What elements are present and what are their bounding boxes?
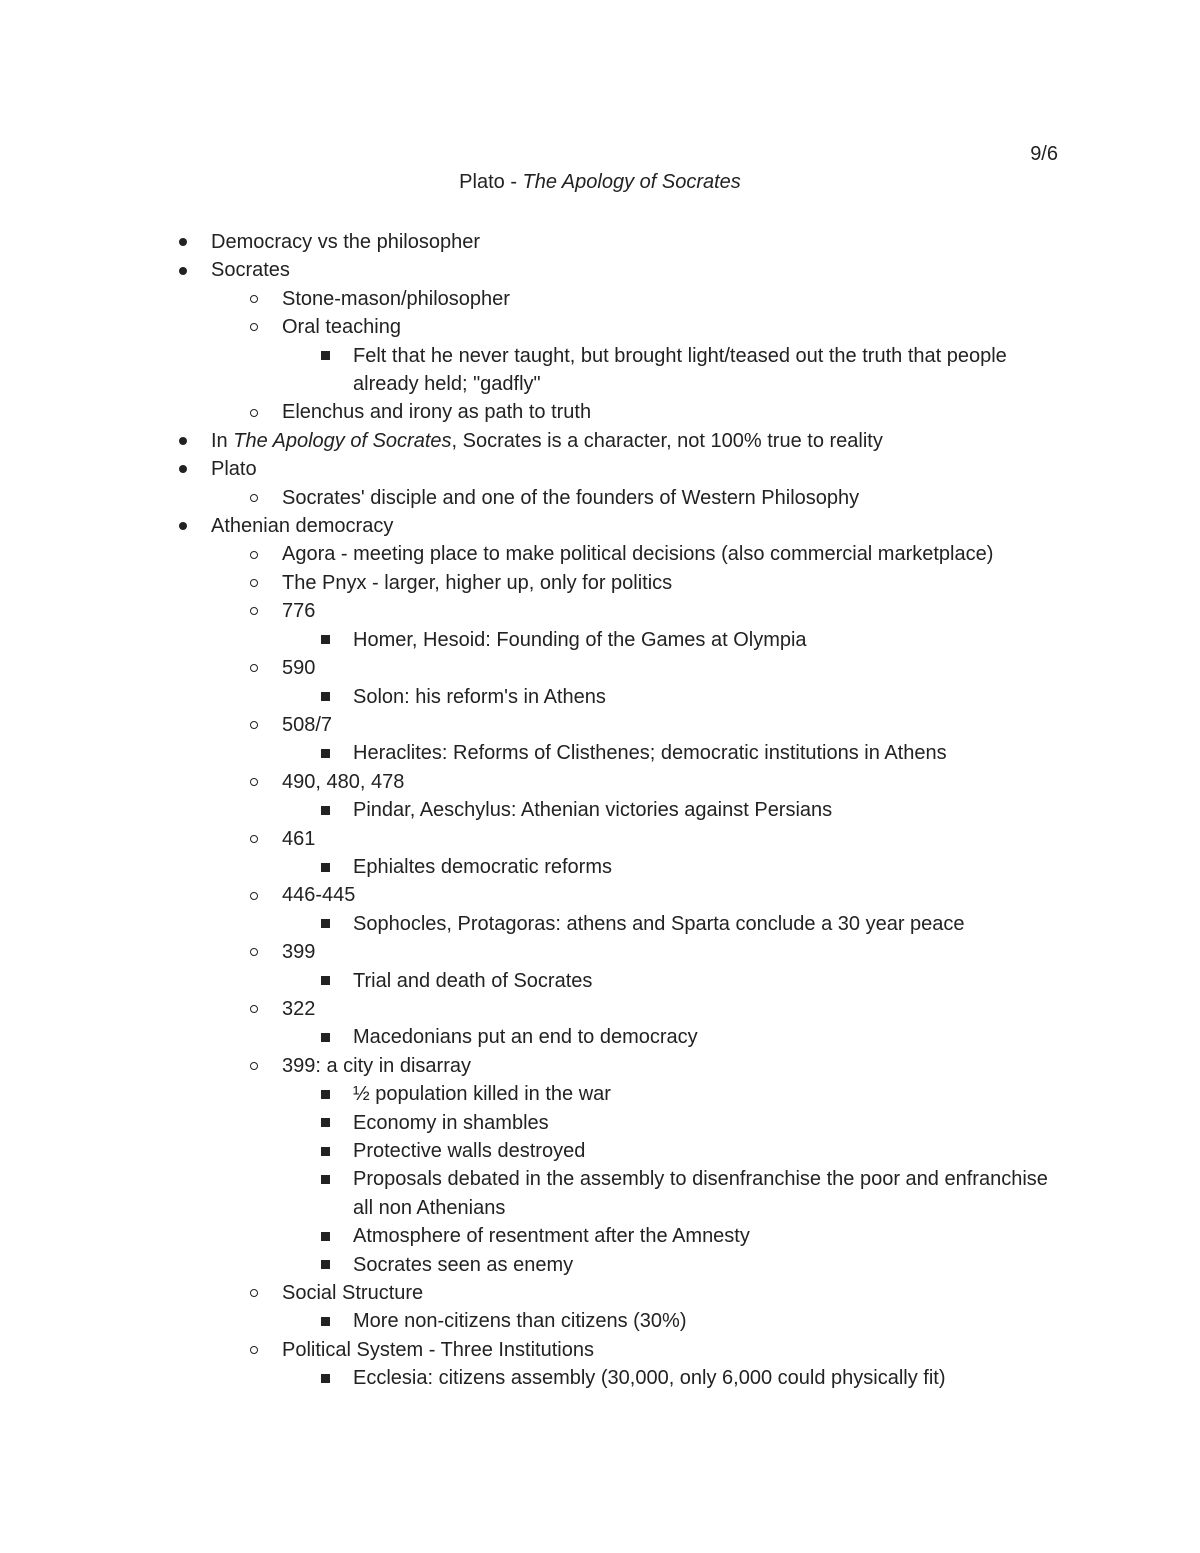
outline-text: Pindar, Aeschylus: Athenian victories against Persians <box>353 799 833 822</box>
outline-text: ½ population killed in the war <box>353 1083 611 1106</box>
hollow-bullet-icon <box>244 313 264 341</box>
outline-item <box>0 569 1200 597</box>
filled-bullet-icon <box>173 256 193 284</box>
page-date: 9/6 <box>1030 143 1058 165</box>
outline-text: Democracy vs the philosopher <box>211 231 481 253</box>
title-author: Plato - <box>459 171 523 193</box>
outline-text: Sophocles, Protagoras: athens and Sparta conclude a 30 year peace <box>353 912 965 935</box>
outline-item <box>0 228 1200 256</box>
outline-item <box>0 1137 1200 1165</box>
outline-item <box>0 768 1200 796</box>
square-bullet-icon <box>315 967 335 995</box>
outline-text: 399: a city in disarray <box>282 1054 471 1077</box>
hollow-bullet-icon <box>244 540 264 568</box>
hollow-bullet-icon <box>244 1279 264 1307</box>
outline-text: 322 <box>282 997 316 1020</box>
hollow-bullet-icon <box>244 825 264 853</box>
outline-text: Plato <box>211 458 257 481</box>
square-bullet-icon <box>315 683 335 711</box>
hollow-bullet-icon <box>244 1336 264 1364</box>
outline-text-italic: The Apology of Socrates <box>233 429 452 452</box>
outline-text: 508/7 <box>282 713 333 736</box>
outline-item <box>0 512 1200 540</box>
outline-item <box>0 796 1200 824</box>
hollow-bullet-icon <box>244 1052 264 1080</box>
outline-item <box>0 256 1200 284</box>
outline-item <box>0 1279 1200 1307</box>
outline-text: Socrates <box>211 259 290 282</box>
title-work: The Apology of Socrates <box>522 171 741 193</box>
outline-item <box>0 484 1200 512</box>
outline-text: Economy in shambles <box>353 1111 549 1134</box>
outline-text: 399 <box>282 941 316 964</box>
outline-text: 590 <box>282 657 316 680</box>
hollow-bullet-icon <box>244 569 264 597</box>
outline-text: Socrates' disciple and one of the founders of Western Philosophy <box>282 486 860 509</box>
hollow-bullet-icon <box>244 654 264 682</box>
square-bullet-icon <box>315 1023 335 1051</box>
filled-bullet-icon <box>173 455 193 483</box>
outline-text: Atmosphere of resentment after the Amnesty <box>353 1225 750 1248</box>
hollow-bullet-icon <box>244 938 264 966</box>
outline-text: Athenian democracy <box>211 515 394 538</box>
square-bullet-icon <box>315 1222 335 1250</box>
outline-text: In <box>211 429 234 452</box>
filled-bullet-icon <box>173 228 193 256</box>
square-bullet-icon <box>315 1137 335 1165</box>
outline-item <box>0 427 1200 455</box>
outline-text: Homer, Hesoid: Founding of the Games at Olympia <box>353 628 807 651</box>
hollow-bullet-icon <box>244 597 264 625</box>
square-bullet-icon <box>315 1307 335 1335</box>
square-bullet-icon <box>315 739 335 767</box>
outline-item <box>0 739 1200 767</box>
outline-text: Trial and death of Socrates <box>353 969 593 992</box>
square-bullet-icon <box>315 1109 335 1137</box>
outline-item <box>0 1023 1200 1051</box>
outline-text: Socrates seen as enemy <box>353 1253 574 1276</box>
hollow-bullet-icon <box>244 711 264 739</box>
outline-text: Ecclesia: citizens assembly (30,000, only 6,000 could physically fit) <box>353 1367 946 1390</box>
outline-text: Macedonians put an end to democracy <box>353 1026 698 1049</box>
outline-text: Political System - Three Institutions <box>282 1338 594 1361</box>
outline-item <box>0 597 1200 625</box>
outline-text: Stone-mason/philosopher <box>282 287 510 310</box>
hollow-bullet-icon <box>244 995 264 1023</box>
outline-text: Protective walls destroyed <box>353 1140 586 1162</box>
outline-text: The Pnyx - larger, higher up, only for politics <box>282 571 673 594</box>
outline-text: Elenchus and irony as path to truth <box>282 401 592 424</box>
outline-item <box>0 1251 1200 1279</box>
outline-item <box>0 540 1200 568</box>
hollow-bullet-icon <box>244 484 264 512</box>
outline-item <box>0 967 1200 995</box>
outline-item <box>0 881 1200 909</box>
outline-item <box>0 398 1200 426</box>
square-bullet-icon <box>315 796 335 824</box>
outline-text: Agora - meeting place to make political decisions (also commercial marketplace) <box>282 543 994 566</box>
outline-text: Ephialtes democratic reforms <box>353 855 612 878</box>
outline-item <box>0 313 1200 341</box>
outline-text: Social Structure <box>282 1282 424 1305</box>
square-bullet-icon <box>315 1251 335 1279</box>
outline-item <box>0 626 1200 654</box>
notes-outline <box>0 228 1200 1393</box>
outline-item <box>0 1222 1200 1250</box>
outline-item <box>0 938 1200 966</box>
outline-text: Oral teaching <box>282 316 401 339</box>
outline-text: , Socrates is a character, not 100% true to reality <box>451 429 883 452</box>
outline-text: 490, 480, 478 <box>282 770 405 793</box>
outline-item <box>0 654 1200 682</box>
outline-text: More non-citizens than citizens (30%) <box>353 1310 687 1333</box>
outline-text: 461 <box>282 827 316 850</box>
outline-item <box>0 1336 1200 1364</box>
outline-item <box>0 1080 1200 1108</box>
outline-item <box>0 285 1200 313</box>
filled-bullet-icon <box>173 427 193 455</box>
outline-text: 446-445 <box>282 884 356 907</box>
outline-text: Felt that he never taught, but brought light/teased out the truth that people already held; "gadfly" <box>353 344 1007 396</box>
hollow-bullet-icon <box>244 768 264 796</box>
outline-item <box>0 910 1200 938</box>
outline-item <box>0 1165 1200 1222</box>
hollow-bullet-icon <box>244 285 264 313</box>
square-bullet-icon <box>315 910 335 938</box>
filled-bullet-icon <box>173 512 193 540</box>
outline-item <box>0 1109 1200 1137</box>
square-bullet-icon <box>315 1364 335 1392</box>
square-bullet-icon <box>315 626 335 654</box>
outline-item <box>0 1364 1200 1392</box>
outline-item <box>0 683 1200 711</box>
outline-item <box>0 711 1200 739</box>
page-title <box>0 170 1200 194</box>
hollow-bullet-icon <box>244 881 264 909</box>
outline-item <box>0 995 1200 1023</box>
outline-item <box>0 455 1200 483</box>
outline-item <box>0 853 1200 881</box>
outline-item <box>0 342 1200 399</box>
square-bullet-icon <box>315 1080 335 1108</box>
outline-text: 776 <box>282 600 316 623</box>
outline-item <box>0 825 1200 853</box>
outline-text: Solon: his reform's in Athens <box>353 685 606 708</box>
square-bullet-icon <box>315 853 335 881</box>
outline-item <box>0 1307 1200 1335</box>
outline-text: Heraclites: Reforms of Clisthenes; democratic institutions in Athens <box>353 742 947 765</box>
outline-text: Proposals debated in the assembly to disenfranchise the poor and enfranchise all non Athenians <box>353 1168 1048 1219</box>
outline-item <box>0 1052 1200 1080</box>
square-bullet-icon <box>315 342 335 370</box>
square-bullet-icon <box>315 1165 335 1193</box>
hollow-bullet-icon <box>244 398 264 426</box>
